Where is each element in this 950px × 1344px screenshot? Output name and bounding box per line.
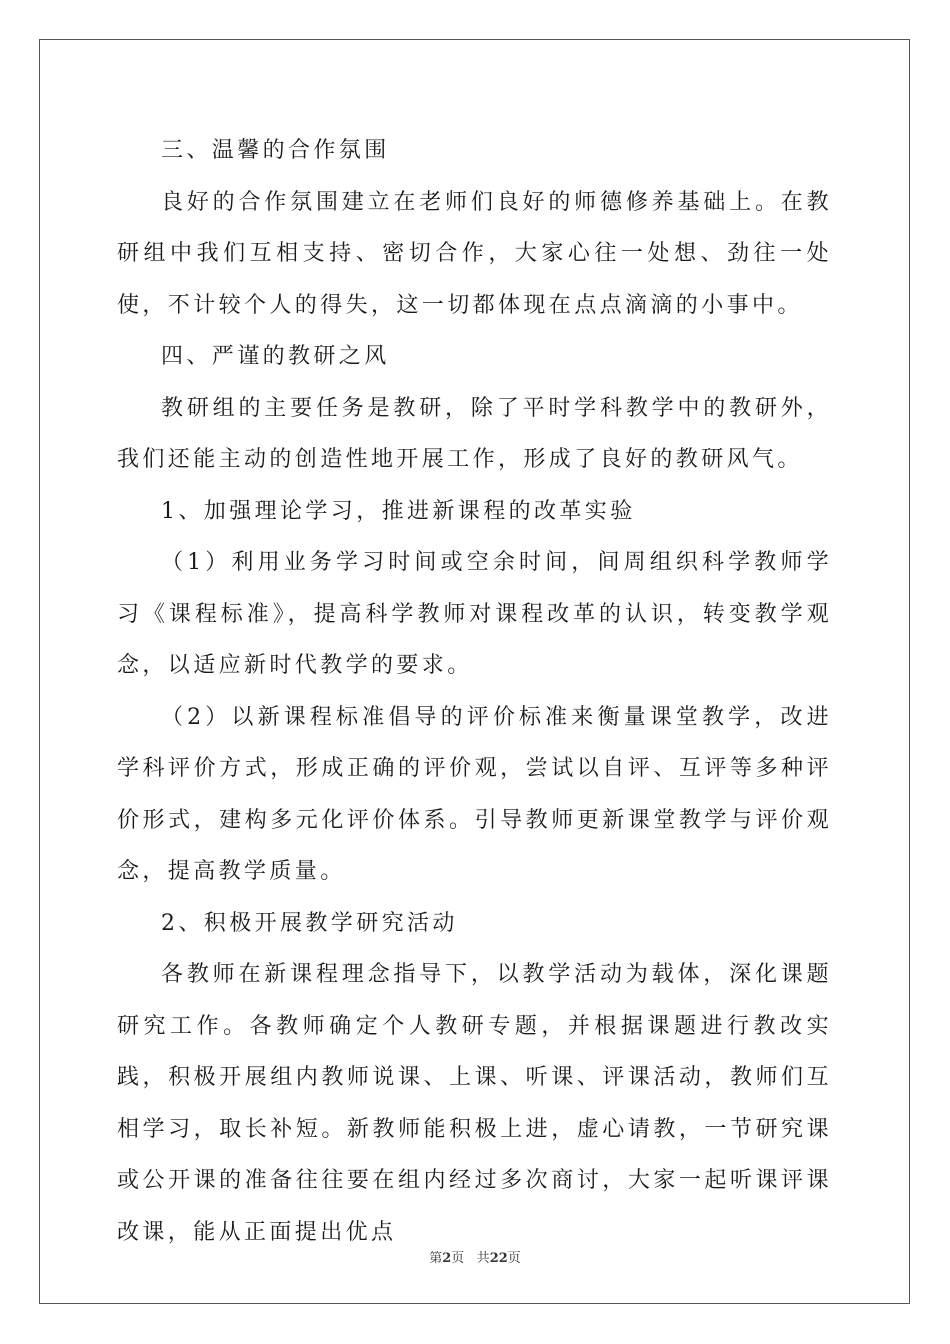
page-number-prefix: 第 [429,1251,443,1266]
section-heading-3: 三、温馨的合作氛围 [161,138,390,163]
page-total-suffix: 页 [507,1251,521,1266]
document-body [117,125,832,1258]
section-heading-4: 四、严谨的教研之风 [161,344,390,369]
page-number-suffix: 页 [451,1251,465,1266]
page-total-prefix: 共 [476,1251,490,1266]
subsection-heading-1: 1、加强理论学习，推进新课程的改革实验 [161,498,636,524]
subsection-heading-2: 2、积极开展教学研究活动 [161,910,458,936]
body-paragraph: 教研组的主要任务是教研，除了平时学科教学中的教研外，我们还能主动的创造性地开展工作，形成了良好的教研风气。 [117,395,832,472]
page-number-total: 22 [489,1251,508,1266]
body-paragraph: （1）利用业务学习时间或空余时间，间周组织科学教师学习《课程标准》，提高科学教师对课程改革的认识，转变教学观念，以适应新时代教学的要求。 [117,550,832,678]
body-paragraph: 良好的合作氛围建立在老师们良好的师德修养基础上。在教研组中我们互相支持、密切合作，大家心往一处想、劲往一处使，不计较个人的得失，这一切都体现在点点滴滴的小事中。 [117,189,832,318]
page-number-current: 2 [442,1251,452,1266]
body-paragraph: （2）以新课程标准倡导的评价标准来衡量课堂教学，改进学科评价方式，形成正确的评价观，尝试以自评、互评等多种评价形式，建构多元化评价体系。引导教师更新课堂教学与评价观念，提高教学质量。 [117,704,832,884]
page-footer [0,1247,950,1266]
body-paragraph: 各教师在新课程理念指导下，以教学活动为载体，深化课题研究工作。各教师确定个人教研专题，并根据课题进行教改实践，积极开展组内教师说课、上课、听课、评课活动，教师们互相学习，取长补短。新教师能积极上进，虚心请教，一节研究课或公开课的准备往往要在组内经过多次商讨，大家一起听课评课改课，能从正面提出优点 [117,962,832,1245]
